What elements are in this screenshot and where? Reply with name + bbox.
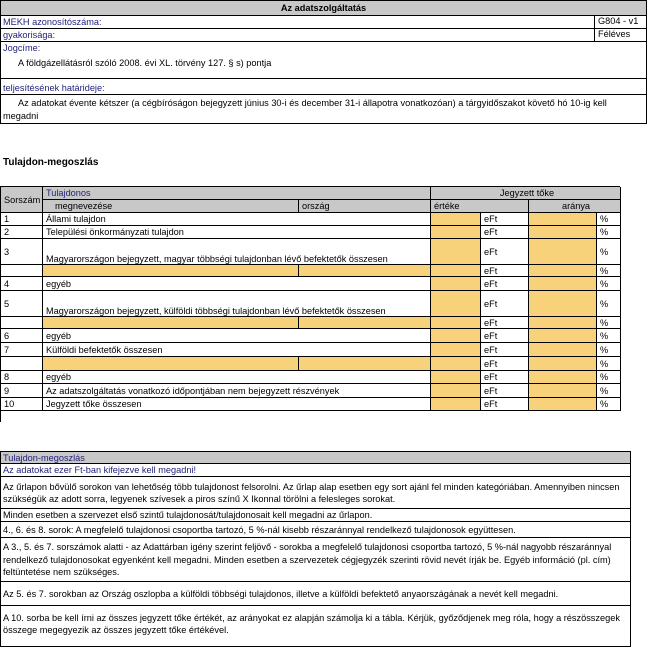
col-sorszam: Sorszám [1,187,43,213]
value-unit: eFt [481,239,529,265]
row-number: 10 [1,398,43,411]
ratio-unit: % [597,384,621,398]
ratio-input[interactable] [529,329,597,343]
value-unit: eFt [481,277,529,291]
header-divider-2 [1,41,646,42]
row-number: 3 [1,239,43,265]
ownership-table [0,186,620,422]
note-2-line-1: Az űrlapon bővülő sorokon van lehetőség több tulajdonost felsorolni. Az űrlap alap esetben egy sort ajánl fel minden kategóriában. Amennyiben nincsen [3,482,620,492]
ratio-input[interactable] [529,371,597,384]
ratio-unit: % [597,317,621,329]
ratio-input[interactable] [529,398,597,411]
notes-block [0,451,631,647]
ratio-input[interactable] [529,343,597,357]
value-unit: eFt [481,213,529,226]
mekh-value: G804 - v1 [594,15,646,28]
ratio-unit: % [597,265,621,277]
section-title: Tulajdon-megoszlás [3,157,99,168]
row-label: Az adatszolgáltatás vonatkozó időpontjában nem bejegyzett részvények [43,384,431,398]
note-5-line-1: A 3., 5. és 7. sorszámok alatti - az Adattárban igény szerint feljövő - sorokba a megfelelő tulajdonosi csoportba tartozó, 5 %-nál nagyobb részaránnyal [3,542,612,552]
row-label: Jegyzett tőke összesen [43,398,431,411]
row-label: Állami tulajdon [43,213,431,226]
note-6: Az 5. és 7. sorokban az Ország oszlopba a külföldi többségi tulajdonos, illetve a külföldi befektető anyaországának a nevét kell megadni. [1,582,630,606]
col-jegyzett-toke: Jegyzett tőke [431,187,621,200]
owner-name-input[interactable] [43,317,299,329]
row-number: 8 [1,371,43,384]
ratio-input[interactable] [529,357,597,371]
value-unit: eFt [481,291,529,317]
ratio-unit: % [597,398,621,411]
gyakorisag-label: gyakorisága: [3,30,56,40]
col-erteke: értéke [431,200,529,213]
header-divider-3 [1,78,646,79]
value-input[interactable] [431,384,481,398]
ratio-unit: % [597,226,621,239]
note-5-line-2: rendelkező tulajdonosokat egyenként kell megadni. Minden esetben a szervezetek cégjegyzék szerinti rövid nevét írják be. Egyéb információ (pl. cím) [3,554,611,565]
gyakorisag-value: Féléves [594,28,646,41]
col-aranya: aránya [529,200,621,213]
value-input[interactable] [431,277,481,291]
value-input[interactable] [431,398,481,411]
value-input[interactable] [431,265,481,277]
value-unit: eFt [481,357,529,371]
teljesites-label: teljesítésének határideje: [3,83,105,93]
value-unit: eFt [481,265,529,277]
value-input[interactable] [431,357,481,371]
value-input[interactable] [431,329,481,343]
value-unit: eFt [481,329,529,343]
value-unit: eFt [481,371,529,384]
note-1: Az adatokat ezer Ft-ban kifejezve kell megadni! [1,464,630,477]
ratio-unit: % [597,239,621,265]
value-unit: eFt [481,226,529,239]
header-title: Az adatszolgáltatás [1,1,646,16]
row-number: 6 [1,329,43,343]
ratio-unit: % [597,213,621,226]
value-input[interactable] [431,226,481,239]
row-number: 7 [1,343,43,357]
value-unit: eFt [481,384,529,398]
ratio-input[interactable] [529,291,597,317]
country-input[interactable] [299,265,431,277]
value-input[interactable] [431,213,481,226]
header-divider-4 [1,94,646,95]
value-unit: eFt [481,343,529,357]
ratio-input[interactable] [529,265,597,277]
ratio-input[interactable] [529,317,597,329]
value-input[interactable] [431,239,481,265]
row-label: Külföldi befektetők összesen [43,343,431,357]
col-megnevezese: megnevezése [43,200,299,213]
ratio-unit: % [597,343,621,357]
value-unit: eFt [481,317,529,329]
note-5-line-3: feltüntetése nem szükséges. [3,567,120,577]
teljesites-text-1: Az adatokat évente kétszer (a cégbíróságon bejegyzett június 30-i és december 31-i állapotra vonatkozóan) a tárgyidőszakot követő hó 10-ig kell [18,98,607,108]
row-label: Települési önkormányzati tulajdon [43,226,431,239]
ratio-input[interactable] [529,384,597,398]
notes-title: Tulajdon-megoszlás [1,452,630,464]
ratio-unit: % [597,329,621,343]
ratio-unit: % [597,277,621,291]
row-number [1,317,43,329]
owner-name-input[interactable] [43,357,299,371]
note-2-line-2: szükségük az adott sorra, legyenek szívesek a piros színű X Ikonnal törölni a felesleges sorokat. [3,494,396,504]
row-label: egyéb [43,277,431,291]
ratio-unit: % [597,291,621,317]
col-tulajdonos: Tulajdonos [43,187,431,200]
country-input[interactable] [299,317,431,329]
row-number: 9 [1,384,43,398]
value-input[interactable] [431,317,481,329]
value-unit: eFt [481,398,529,411]
note-3: Minden esetben a szervezet első szintű tulajdonosát/tulajdonosait kell megadni az űrlapon. [1,509,630,522]
country-input[interactable] [299,357,431,371]
row-number [1,265,43,277]
jogcim-label: Jogcíme: [3,43,41,53]
note-7-line-1: A 10. sorba be kell írni az összes jegyzett tőke értékét, az arányokat ez alapján számolja ki a tábla. Kérjük, győződjenek meg róla, hogy a részösszegek [3,613,620,623]
ratio-input[interactable] [529,239,597,265]
value-input[interactable] [431,343,481,357]
row-number: 4 [1,277,43,291]
teljesites-text-2: megadni [3,111,39,121]
note-7-line-2: összege megegyezik az összes jegyzett tőke értékével. [3,625,229,635]
header-divider-1 [1,28,646,29]
note-7 [1,606,630,642]
row-number: 1 [1,213,43,226]
ratio-input[interactable] [529,226,597,239]
col-orszag: ország [299,200,431,213]
row-number [1,357,43,371]
note-4: 4., 6. és 8. sorok: A megfelelő tulajdonosi csoportba tartozó, 5 %-nál kisebb részaránnyal rendelkező tulajdonosok együttesen. [1,522,630,538]
row-label: Magyarországon bejegyzett, külföldi többségi tulajdonban lévő befektetők összesen [43,291,431,317]
ratio-input[interactable] [529,277,597,291]
ratio-unit: % [597,357,621,371]
row-label: egyéb [43,329,431,343]
row-label: egyéb [43,371,431,384]
note-2 [1,477,630,509]
mekh-label: MEKH azonosítószáma: [3,17,102,27]
value-input[interactable] [431,291,481,317]
jogcim-value: A földgázellátásról szóló 2008. évi XL. törvény 127. § s) pontja [18,58,272,68]
ratio-input[interactable] [529,213,597,226]
owner-name-input[interactable] [43,265,299,277]
row-number: 5 [1,291,43,317]
row-number: 2 [1,226,43,239]
note-5 [1,538,630,582]
ratio-unit: % [597,371,621,384]
value-input[interactable] [431,371,481,384]
row-label: Magyarországon bejegyzett, magyar többségi tulajdonban lévő befektetők összesen [43,239,431,265]
